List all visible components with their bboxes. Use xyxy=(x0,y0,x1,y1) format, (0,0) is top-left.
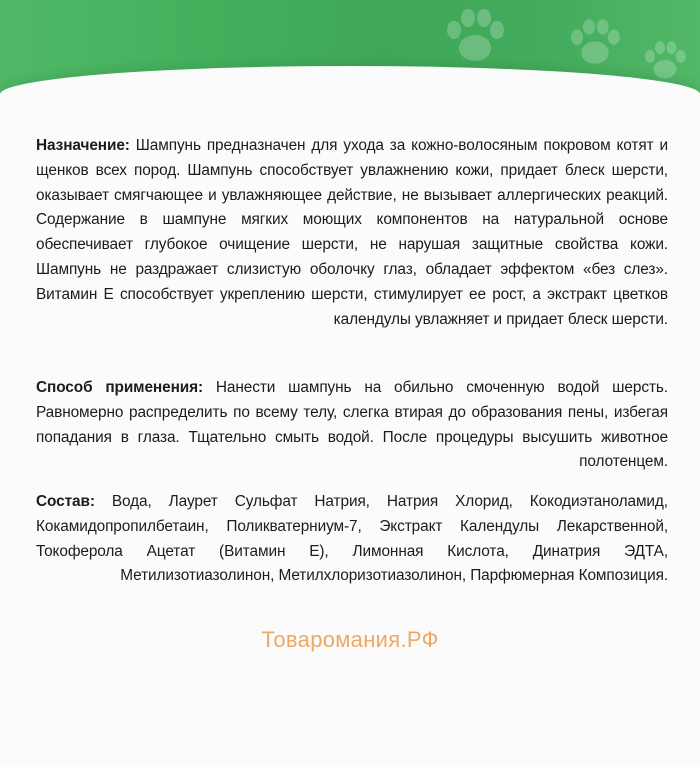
paw-print-icon xyxy=(565,18,625,70)
composition-heading: Состав: xyxy=(36,493,112,510)
purpose-body: Шампунь предназначен для ухода за кожно-волосяным покровом котят и щенков всех пород. Шампунь способствует увлажнению кожи, придает блеск шерсти, оказывает смягчающее и увлажняющее действие, не вызывает аллергических реакций. Содержание в шампуне мягких моющих компонентов на натуральной основе обеспечивает глубокое очищение шерсти, не нарушая защитные свойства кожи. Шампунь не раздражает слизистую оболочку глаз, обладает эффектом «без слез». Витамин Е способствует укреплению шерсти, стимулирует ее рост, а экстракт цветков календулы увлажняет и придает блеск шерсти. xyxy=(36,137,669,328)
paw-print-icon xyxy=(440,8,510,68)
purpose-heading: Назначение: xyxy=(36,137,136,154)
purpose-section xyxy=(36,134,668,332)
usage-section xyxy=(36,376,668,475)
usage-body: Нанести шампунь на обильно смоченную водой шерсть. Равномерно распределить по всему телу, слегка втирая до образования пены, избегая попадания в глаза. Тщательно смыть водой. После процедуры высушить животное полотенцем. xyxy=(36,379,668,471)
watermark: Товаромания.РФ xyxy=(261,627,439,652)
usage-heading: Способ применения: xyxy=(36,379,216,396)
composition-section xyxy=(36,490,668,589)
paw-print-icon xyxy=(640,40,690,84)
composition-body: Вода, Лаурет Сульфат Натрия, Натрия Хлорид, Кокодиэтаноламид, Кокамидопропилбетаин, Поликватерниум-7, Экстракт Календулы Лекарственной, Токоферола Ацетат (Витамин Е), Лимонная Кислота, Динатрия ЭДТА, Метилизотиазолинон, Метилхлоризотиазолинон, Парфюмерная Композиция. xyxy=(36,493,668,585)
